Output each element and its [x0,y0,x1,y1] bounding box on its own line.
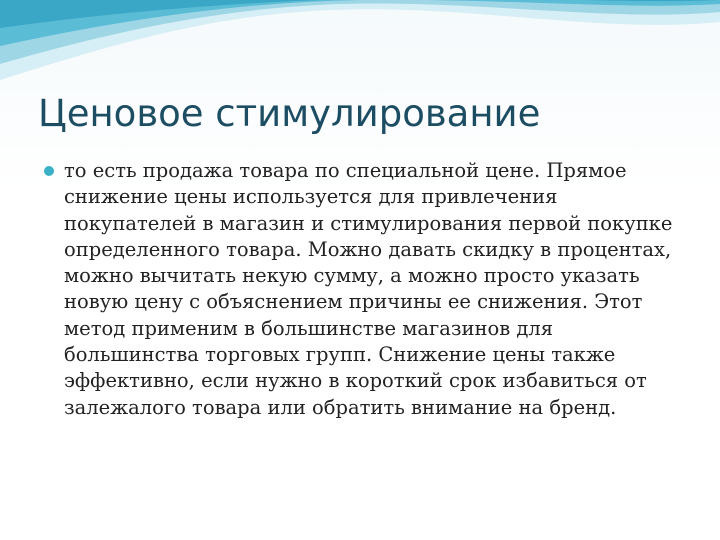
bullet-icon [44,166,54,176]
header-wave-decoration [0,0,720,80]
bullet-list [44,158,694,421]
bullet-item [44,158,694,421]
bullet-text: то есть продажа товара по специальной цене. Прямое снижение цены используется для привлечения покупателей в магазин и стимулирования первой покупке определенного товара. Можно давать скидку в процентах, можно вычитать некую сумму, а можно просто указать новую цену с объяснением причины ее снижения. Этот метод применим в большинстве магазинов для большинства торговых групп. Снижение цены также эффективно, если нужно в короткий срок избавиться от залежалого товара или обратить внимание на бренд. [64,159,673,419]
slide-title: Ценовое стимулирование [38,92,541,135]
